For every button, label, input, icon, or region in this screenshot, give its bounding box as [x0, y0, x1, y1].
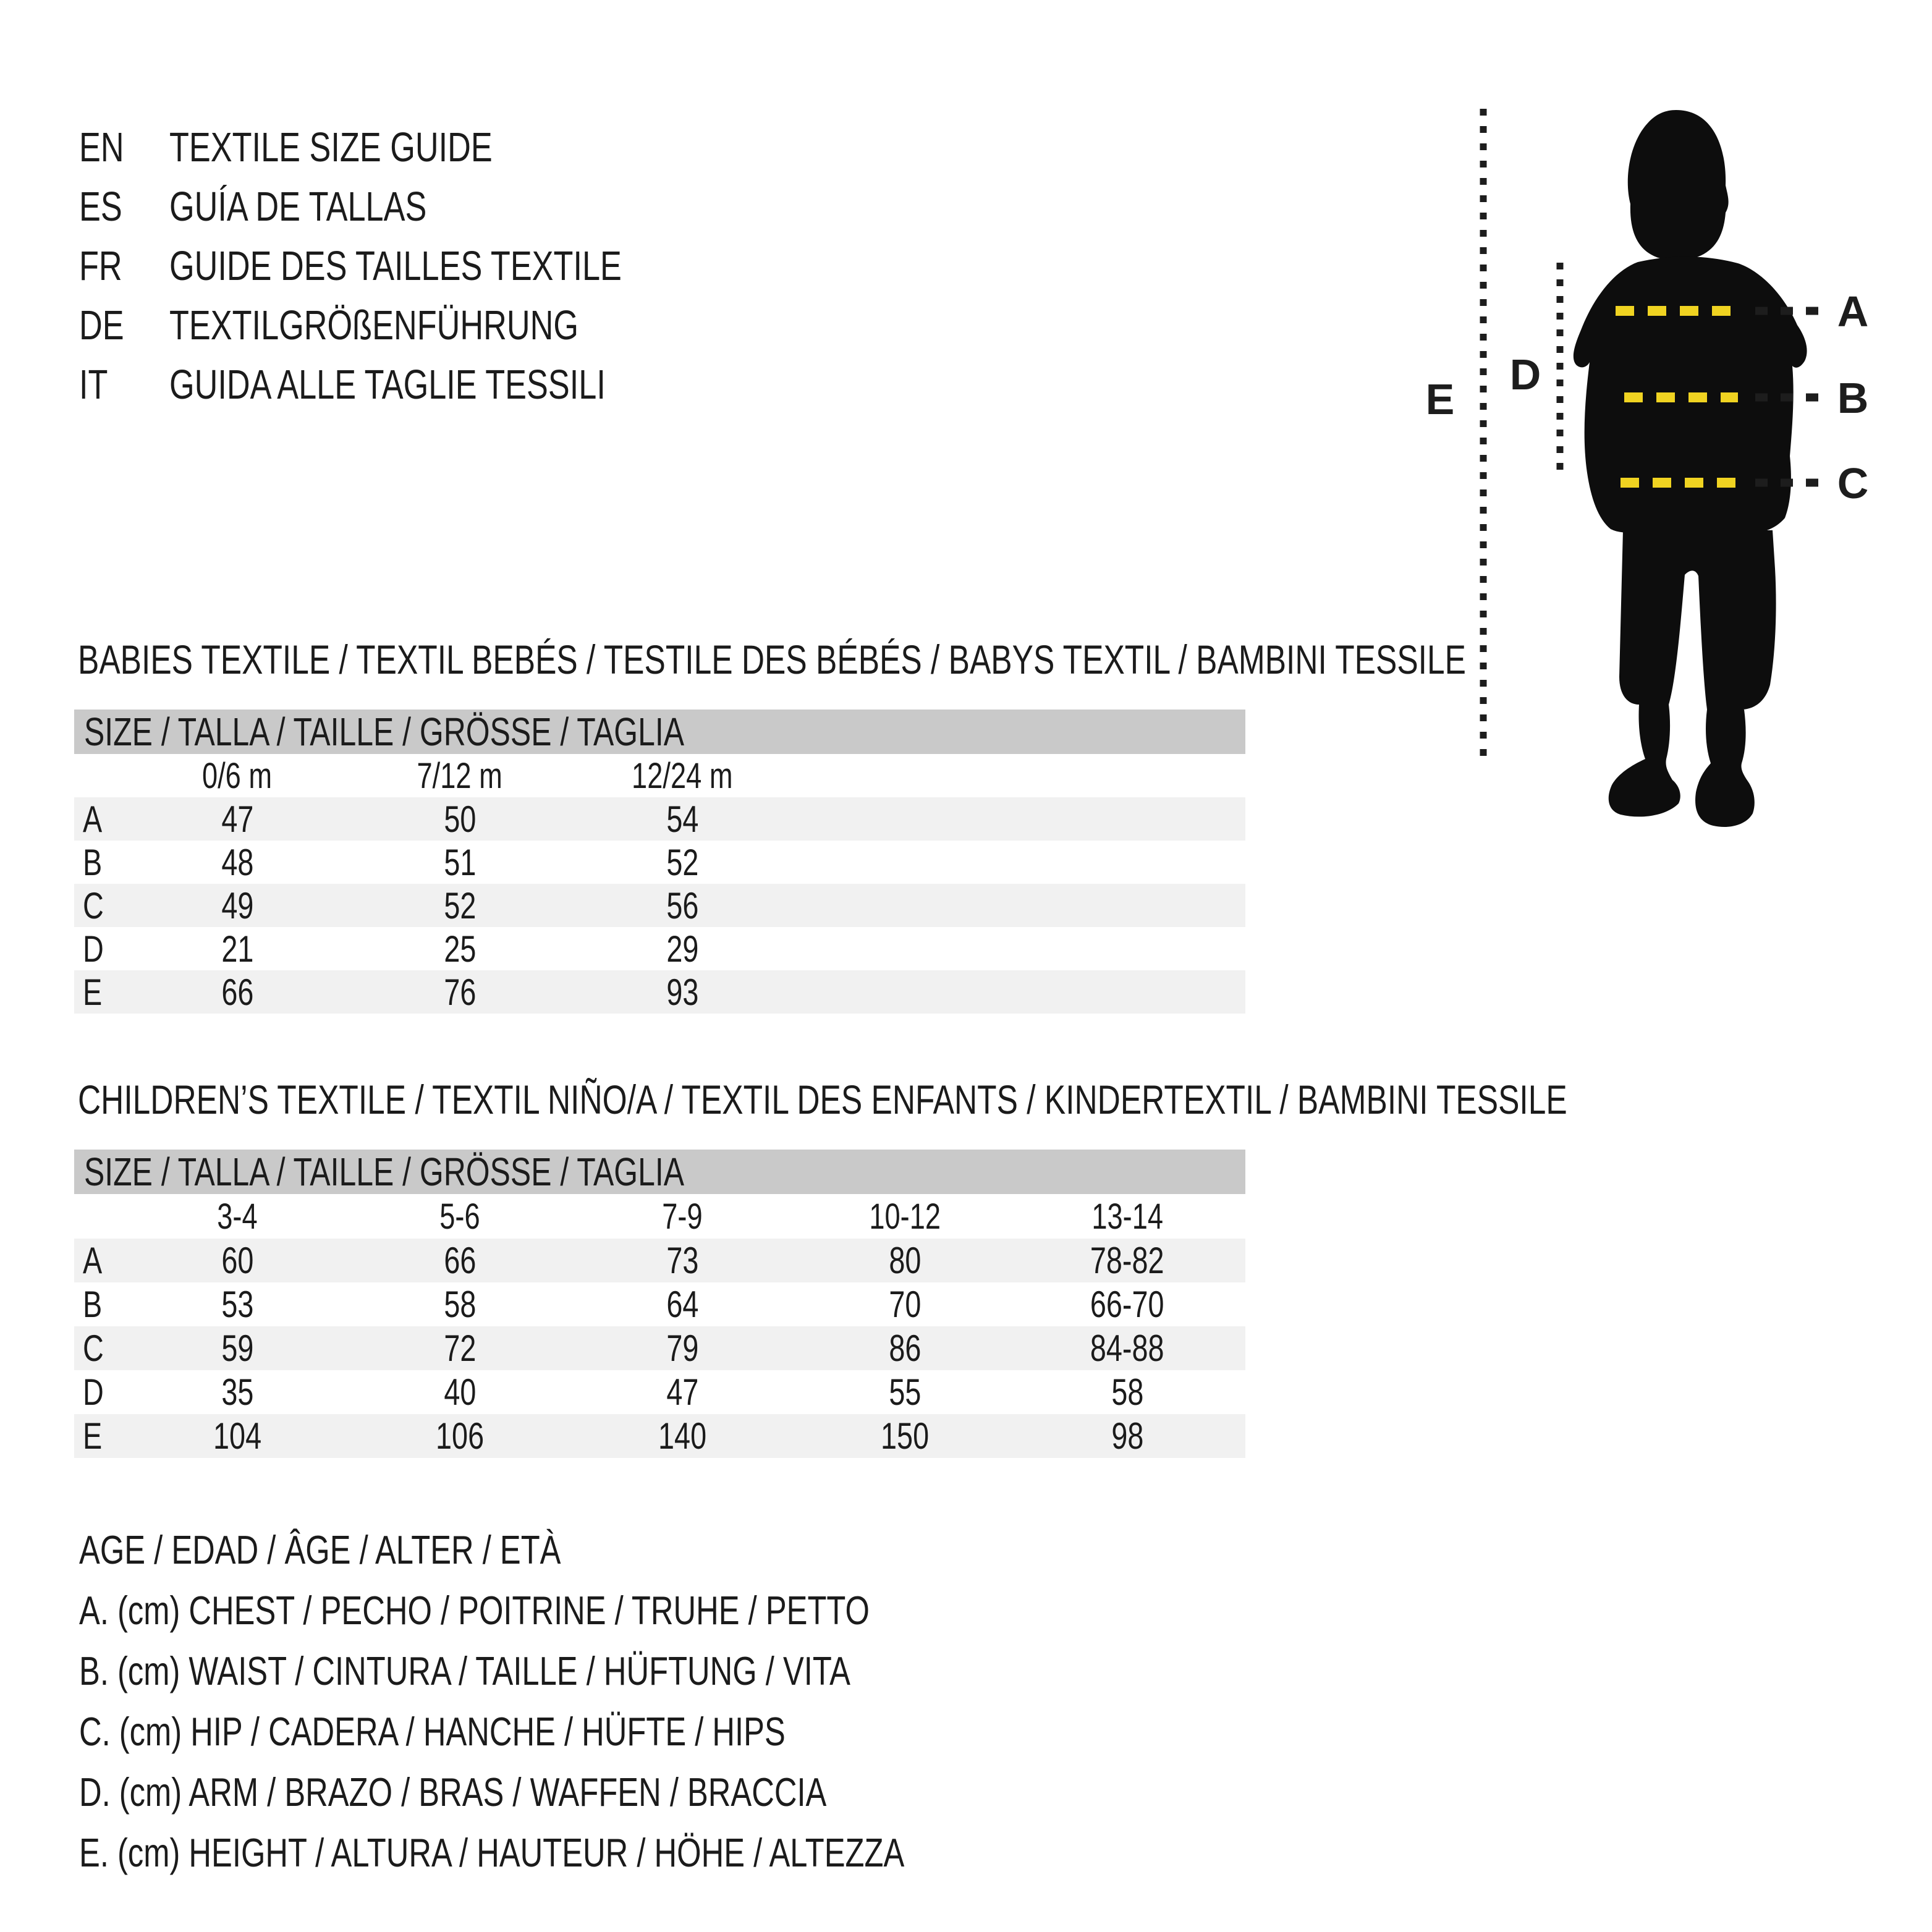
children-row-d [74, 1370, 1245, 1414]
row-label: B [83, 1284, 103, 1325]
cell-value: 84-88 [1090, 1328, 1164, 1369]
children-size-table [74, 1150, 1245, 1458]
babies-section-title-text: BABIES TEXTILE / TEXTIL BEBÉS / TESTILE DES BÉBÉS / BABYS TEXTIL / BAMBINI TESSILE [78, 637, 1466, 682]
children-section-title-text: CHILDREN’S TEXTILE / TEXTIL NIÑO/A / TEXTIL DES ENFANTS / KINDERTEXTIL / BAMBINI TESSILE [78, 1077, 1567, 1122]
children-col-7-9: 7-9 [662, 1196, 703, 1237]
babies-section-title [78, 638, 1857, 681]
legend-chest: A. (cm) CHEST / PECHO / POITRINE / TRUHE / PETTO [79, 1587, 870, 1633]
row-label: D [83, 928, 104, 970]
cell-value: 54 [666, 798, 699, 840]
label-b: B [1837, 374, 1869, 422]
cell-value: 66 [443, 1240, 477, 1281]
babies-table-header-text: SIZE / TALLA / TAILLE / GRÖSSE / TAGLIA [84, 710, 685, 754]
cell-value: 76 [443, 971, 477, 1013]
child-silhouette [1574, 110, 1807, 827]
cell-value: 64 [666, 1284, 699, 1325]
label-c: C [1837, 459, 1869, 507]
cell-value: 47 [221, 798, 254, 840]
cell-value: 58 [443, 1284, 477, 1325]
label-a: A [1837, 287, 1869, 336]
child-silhouette-figure [1409, 93, 1932, 834]
lang-title-de: TEXTILGRÖßENFÜHRUNG [169, 302, 578, 349]
row-label: E [83, 971, 103, 1013]
legend-waist: B. (cm) WAIST / CINTURA / TAILLE / HÜFTUNG / VITA [79, 1648, 850, 1693]
label-d: D [1509, 350, 1541, 399]
cell-value: 72 [443, 1328, 477, 1369]
legend-height: E. (cm) HEIGHT / ALTURA / HAUTEUR / HÖHE / ALTEZZA [79, 1829, 905, 1875]
row-label: A [83, 798, 103, 840]
legend-age: AGE / EDAD / ÂGE / ALTER / ETÀ [79, 1527, 561, 1572]
babies-size-table [74, 710, 1245, 1014]
lang-title-es: GUÍA DE TALLAS [169, 183, 427, 230]
lang-code-de: DE [79, 302, 124, 349]
row-label: C [83, 884, 104, 926]
cell-value: 52 [443, 884, 477, 926]
babies-col-7-12m: 7/12 m [417, 755, 503, 796]
cell-value: 50 [443, 798, 477, 840]
children-column-header-row [74, 1194, 1245, 1239]
row-label: C [83, 1328, 104, 1369]
babies-table-header-bar [74, 710, 1245, 754]
children-table-header-text: SIZE / TALLA / TAILLE / GRÖSSE / TAGLIA [84, 1150, 685, 1194]
cell-value: 66 [221, 971, 254, 1013]
cell-value: 78-82 [1090, 1240, 1164, 1281]
babies-col-0-6m: 0/6 m [202, 755, 273, 796]
cell-value: 53 [221, 1284, 254, 1325]
babies-row-d [74, 927, 1245, 970]
children-col-10-12: 10-12 [869, 1196, 941, 1237]
cell-value: 21 [221, 928, 254, 970]
lang-title-en: TEXTILE SIZE GUIDE [169, 124, 493, 171]
babies-column-header-row [74, 754, 1245, 797]
cell-value: 40 [443, 1371, 477, 1413]
row-label: E [83, 1415, 103, 1457]
babies-row-e [74, 970, 1245, 1014]
measurement-legend [79, 1519, 1137, 1883]
cell-value: 70 [888, 1284, 922, 1325]
children-row-b [74, 1282, 1245, 1326]
cell-value: 49 [221, 884, 254, 926]
lang-code-it: IT [79, 361, 108, 408]
lang-code-es: ES [79, 183, 122, 230]
row-label: B [83, 841, 103, 883]
row-label: A [83, 1240, 103, 1281]
children-row-c [74, 1326, 1245, 1370]
label-e: E [1425, 375, 1455, 423]
cell-value: 55 [888, 1371, 922, 1413]
cell-value: 25 [443, 928, 477, 970]
cell-value: 60 [221, 1240, 254, 1281]
cell-value: 52 [666, 841, 699, 883]
cell-value: 150 [880, 1415, 930, 1457]
cell-value: 106 [435, 1415, 485, 1457]
cell-value: 93 [666, 971, 699, 1013]
lang-title-it: GUIDA ALLE TAGLIE TESSILI [169, 361, 606, 408]
cell-value: 73 [666, 1240, 699, 1281]
lang-code-fr: FR [79, 242, 122, 289]
children-section-title [78, 1078, 1932, 1121]
cell-value: 56 [666, 884, 699, 926]
silhouette-shorts [1619, 530, 1776, 710]
silhouette-head [1628, 110, 1729, 261]
children-row-a [74, 1239, 1245, 1282]
cell-value: 58 [1111, 1371, 1144, 1413]
cell-value: 140 [658, 1415, 707, 1457]
cell-value: 86 [888, 1328, 922, 1369]
babies-col-12-24m: 12/24 m [632, 755, 733, 796]
silhouette-left-leg [1609, 705, 1680, 816]
cell-value: 51 [443, 841, 477, 883]
babies-row-b [74, 841, 1245, 884]
cell-value: 47 [666, 1371, 699, 1413]
silhouette-right-leg [1695, 710, 1755, 827]
legend-hip: C. (cm) HIP / CADERA / HANCHE / HÜFTE / HIPS [79, 1708, 786, 1754]
babies-row-c [74, 884, 1245, 927]
children-col-3-4: 3-4 [217, 1196, 258, 1237]
children-col-13-14: 13-14 [1091, 1196, 1163, 1237]
cell-value: 98 [1111, 1415, 1144, 1457]
cell-value: 29 [666, 928, 699, 970]
lang-title-fr: GUIDE DES TAILLES TEXTILE [169, 242, 622, 289]
lang-code-en: EN [79, 124, 124, 171]
cell-value: 35 [221, 1371, 254, 1413]
cell-value: 79 [666, 1328, 699, 1369]
children-col-5-6: 5-6 [439, 1196, 480, 1237]
cell-value: 48 [221, 841, 254, 883]
row-label: D [83, 1371, 104, 1413]
measurement-diagram [1409, 93, 1932, 834]
children-row-e [74, 1414, 1245, 1458]
babies-row-a [74, 797, 1245, 841]
cell-value: 59 [221, 1328, 254, 1369]
children-table-header-bar [74, 1150, 1245, 1194]
cell-value: 80 [888, 1240, 922, 1281]
legend-arm: D. (cm) ARM / BRAZO / BRAS / WAFFEN / BRACCIA [79, 1769, 827, 1815]
cell-value: 104 [213, 1415, 262, 1457]
cell-value: 66-70 [1090, 1284, 1164, 1325]
